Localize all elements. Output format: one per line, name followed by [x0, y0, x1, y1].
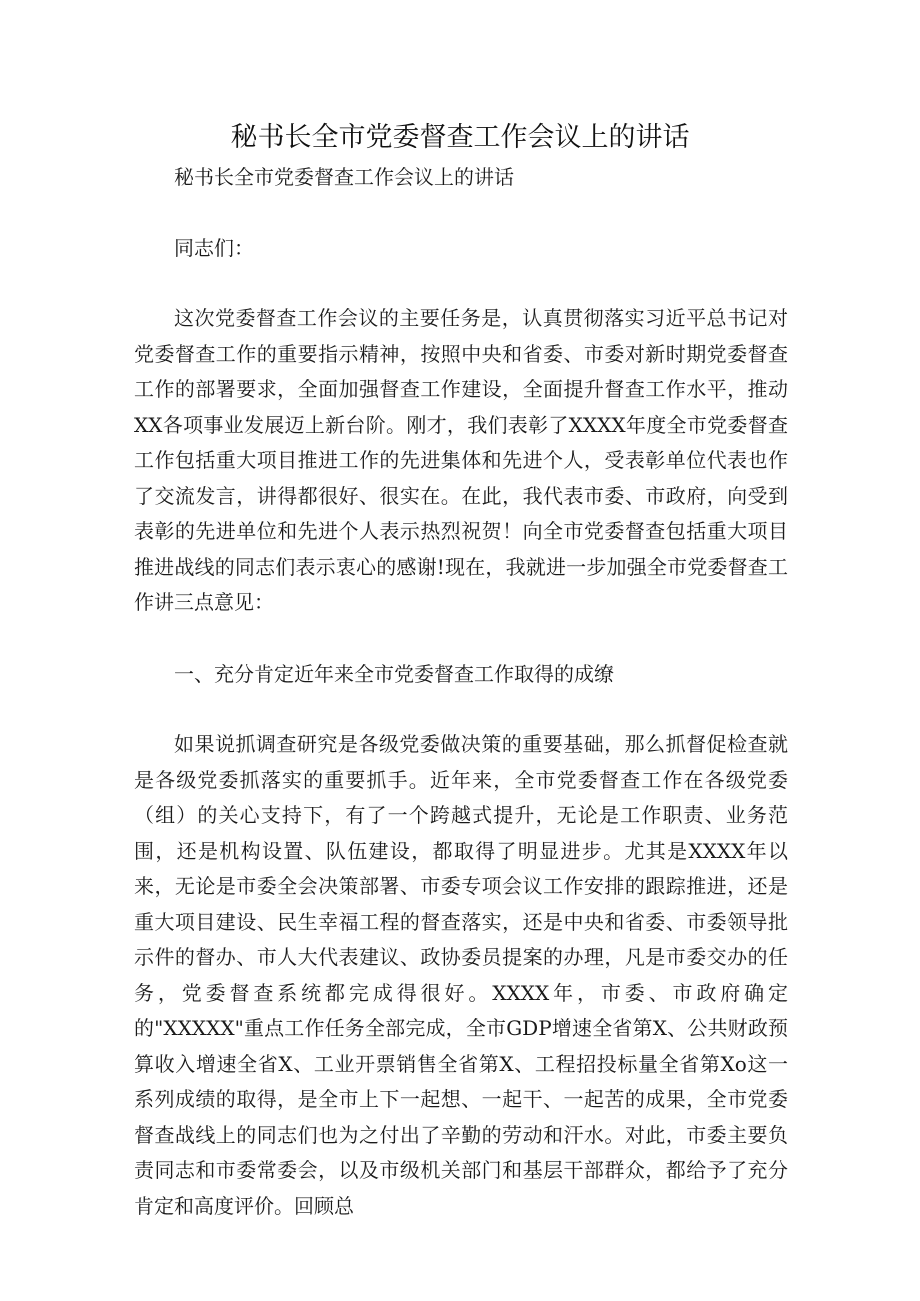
document-body — [134, 160, 788, 1224]
body-paragraph: 这次党委督查工作会议的主要任务是，认真贯彻落实习近平总书记对党委督查工作的重要指示精神，按照中央和省委、市委对新时期党委督查工作的部署要求，全面加强督查工作建设，全面提升督查工作水平，推动XX各项事业发展迈上新台阶。刚才，我们表彰了XXXX年度全市党委督查工作包括重大项目推进工作的先进集体和先进个人，受表彰单位代表也作了交流发言，讲得都很好、很实在。在此，我代表市委、市政府，向受到表彰的先进单位和先进个人表示热烈祝贺！向全市党委督查包括重大项目推进战线的同志们表示衷心的感谢!现在，我就进一步加强全市党委督查工作讲三点意见： — [134, 306, 788, 614]
section-paragraph: 如果说抓调查研究是各级党委做决策的重要基础，那么抓督促检查就是各级党委抓落实的重要抓手。近年来，全市党委督查工作在各级党委（组）的关心支持下，有了一个跨越式提升，无论是工作职责、业务范围，还是机构设置、队伍建设，都取得了明显进步。尤其是XXXX年以来，无论是市委全会决策部署、市委专项会议工作安排的跟踪推进，还是重大项目建设、民生幸福工程的督查落实，还是中央和省委、市委领导批示件的督办、市人大代表建议、政协委员提案的办理，凡是市委交办的任务，党委督查系统都完成得很好。XXXX年，市委、市政府确定的"XXXXX"重点工作任务全部完成，全市GDP增速全省第X、公共财政预算收入增速全省X、工业开票销售全省第X、工程招投标量全省第Xo这一系列成绩的取得，是全市上下一起想、一起干、一起苦的成果，全市党委督查战线上的同志们也为之付出了辛勤的劳动和汗水。对此，市委主要负责同志和市委常委会，以及市级机关部门和基层干部群众，都给予了充分肯定和高度评价。回顾总 — [134, 732, 788, 1218]
section-heading: 一、充分肯定近年来全市党委督查工作取得的成缭 — [174, 661, 614, 686]
document-subtitle: 秘书长全市党委督查工作会议上的讲话 — [174, 165, 514, 189]
greeting: 同志们： — [174, 235, 254, 260]
document-title: 秘书长全市党委督查工作会议上的讲话 — [230, 122, 690, 153]
